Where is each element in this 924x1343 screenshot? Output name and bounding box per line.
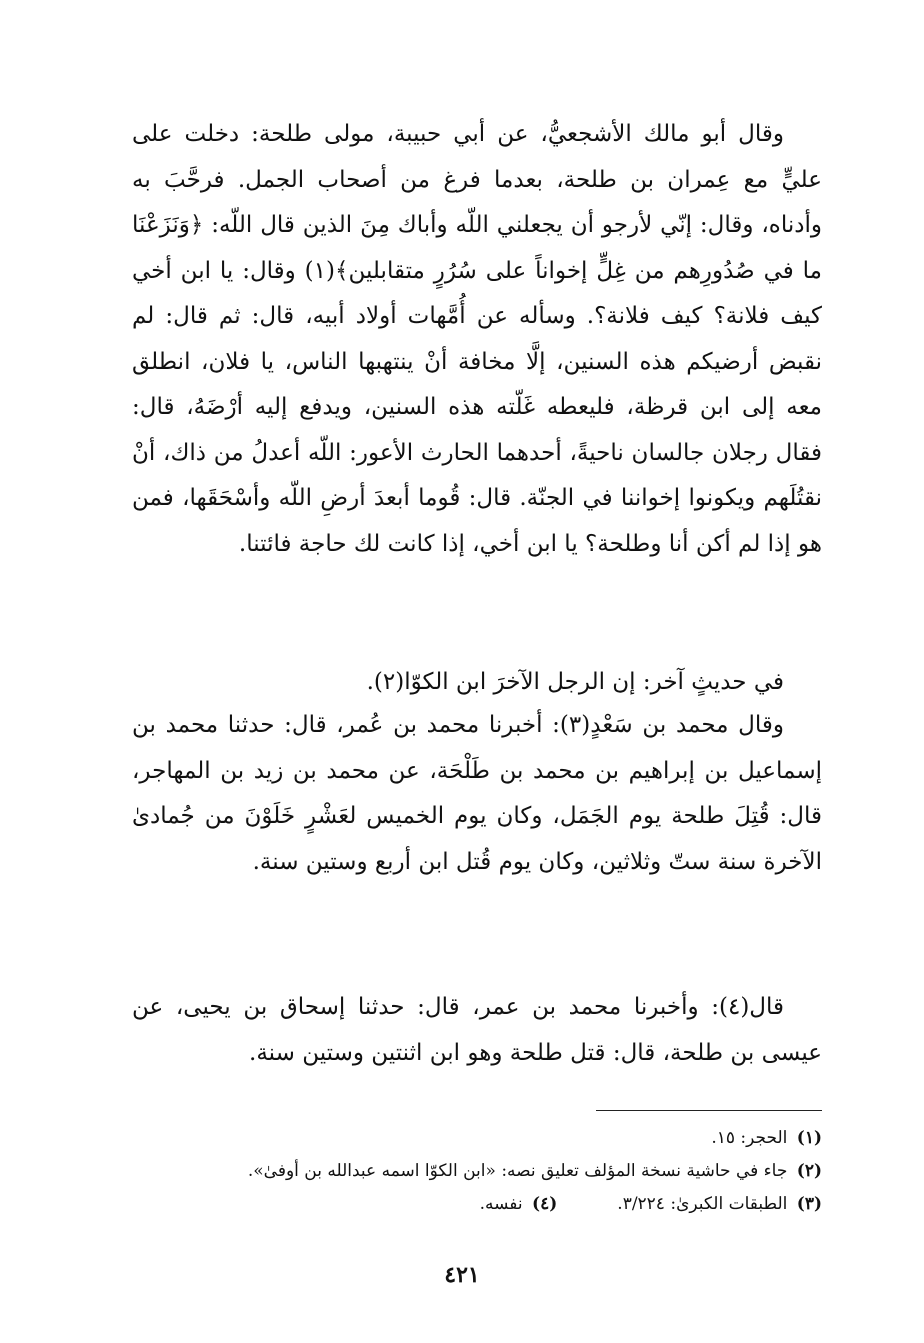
paragraph-ibn-saad: وقال محمد بن سَعْدٍ(٣): أخبرنا محمد بن عُمر، قال: حدثنا محمد بن إسماعيل بن إبراهيم بن محمد بن طَلْحَة، عن محمد بن زيد بن المهاجر، قال: قُتِلَ طلحة يوم الجَمَل، وكان يوم الخميس لعَشْرٍ خَلَوْنَ من جُمادىٰ الآخرة سنة ستّ وثلاثين، وكان يوم قُتل ابن أربع وستين سنة. (132, 712, 822, 875)
footnote-1 (160, 1122, 822, 1155)
footnote-2-text: جاء في حاشية نسخة المؤلف تعليق نصه: «ابن الكوّا اسمه عبدالله بن أوفىٰ». (247, 1161, 788, 1181)
page-number: ٤٢١ (444, 1262, 480, 1288)
paragraph-abu-habiba: وقال أبو مالك الأشجعيُّ، عن أبي حبيبة، مولى طلحة: دخلت على عليٍّ مع عِمران بن طلحة، بعدما فرغ من أصحاب الجمل. فرحَّبَ به وأدناه، وقال: إنّي لأرجو أن يجعلني اللّه وأباك مِنَ الذين قال اللّه: ﴿وَنَزَعْنَا ما في صُدُورِهم من غِلٍّ إخواناً على سُرُرٍ متقابلين﴾(١) وقال: يا ابن أخي كيف فلانة؟ كيف فلانة؟. وسأله عن أُمَّهات أولاد أبيه، قال: ثم قال: لم نقبض أرضيكم هذه السنين، إلَّا مخافة أنْ ينتهبها الناس، يا فلان، انطلق معه إلى ابن قرظة، فليعطه غَلّته هذه السنين، ويدفع إليه أرْضَهُ، قال: فقال رجلان جالسان ناحيةً، أحدهما الحارث الأعور: اللّه أعدلُ من ذاك، أنْ نقتُلَهم ويكونوا إخواننا في الجنّة. قال: قُوما أبعدَ أرضِ اللّه وأسْحَقَها، فمن هو إذا لم أكن أنا وطلحة؟ يا ابن أخي، إذا كانت لك حاجة فائتنا. (132, 121, 822, 557)
footnote-2-number: (٢) (796, 1161, 822, 1181)
footnote-2 (160, 1155, 822, 1188)
paragraph-isa-bin-talha: قال(٤): وأخبرنا محمد بن عمر، قال: حدثنا إسحاق بن يحيى، عن عيسى بن طلحة، قال: قتل طلحة وهو ابن اثنتين وستين سنة. (132, 994, 822, 1066)
footnote-divider (596, 1110, 822, 1111)
footnote-1-number: (١) (796, 1128, 822, 1148)
footnote-3-number: (٣) (796, 1194, 822, 1214)
footnotes (160, 1122, 822, 1221)
footnote-1-text: الحجر: ١٥. (711, 1128, 788, 1148)
footnote-3-text: الطبقات الكبرىٰ: ٣/٢٢٤. (617, 1194, 788, 1214)
footnote-4-number: (٤) (532, 1194, 558, 1214)
footnote-3 (617, 1188, 822, 1221)
footnote-4 (480, 1188, 558, 1221)
footnote-4-text: نفسه. (479, 1194, 523, 1214)
footnote-3-4-row (160, 1188, 822, 1221)
paragraph-other-hadith: في حديثٍ آخر: إن الرجل الآخرَ ابن الكوّا(٢). (366, 669, 784, 695)
